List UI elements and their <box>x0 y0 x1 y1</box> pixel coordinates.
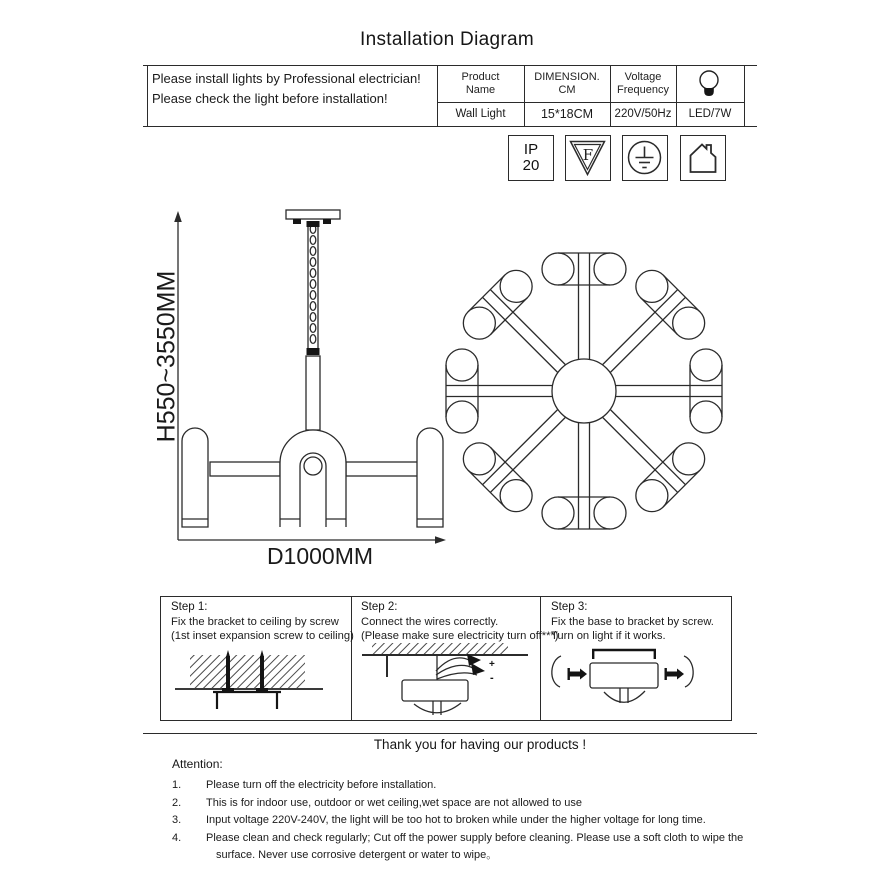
warning-line: Please install lights by Professional electrician! <box>152 71 421 86</box>
step3-line1: Fix the base to bracket by screw. <box>551 616 714 628</box>
table-border-left <box>147 65 148 127</box>
note-number: 2. <box>172 796 182 809</box>
step2-line2: (Please make sure electricity turn off***) <box>361 630 559 642</box>
col-header-dimension: DIMENSION. CM <box>534 70 600 96</box>
step1-line2: (1st inset expansion screw to ceiling) <box>171 630 354 642</box>
warning-line: Please check the light before installation! <box>152 90 388 106</box>
chandelier-top-view-drawing <box>435 242 735 542</box>
f-mark-icon <box>565 135 611 181</box>
table-border-right <box>744 65 745 127</box>
height-dimension-label: H550~3550MM <box>152 270 181 443</box>
value-dimension: 15*18CM <box>540 107 594 121</box>
step2-line1: Connect the wires correctly. <box>361 616 499 628</box>
step1-bracket-illustration <box>160 596 351 721</box>
step1-line1: Fix the bracket to ceiling by screw <box>171 616 339 628</box>
page-title: Installation Diagram <box>360 29 534 50</box>
note-number: 4. <box>172 831 182 844</box>
thanks-message: Thank you for having our products ! <box>373 737 587 752</box>
col-header-product-name: Product Name <box>461 70 500 96</box>
ip20-icon <box>508 135 554 181</box>
attention-note-1 <box>172 777 768 794</box>
attention-heading: Attention: <box>172 757 223 771</box>
step3-base-fix-illustration <box>540 596 732 721</box>
bulb-icon <box>697 70 721 100</box>
footer-divider <box>143 733 757 734</box>
indoor-use-house-icon <box>680 135 726 181</box>
f-mark-letter: F <box>582 146 594 164</box>
step2-title: Step 2: <box>361 601 398 613</box>
earth-ground-icon <box>622 135 668 181</box>
plus-terminal-label: + <box>489 659 495 670</box>
warning-text <box>152 69 432 108</box>
minus-terminal-label: - <box>490 672 494 684</box>
note-text: This is for indoor use, outdoor or wet ceiling,wet space are not allowed to use <box>206 796 583 809</box>
note-number: 3. <box>172 814 182 826</box>
note-text: Input voltage 220V-240V, the light will be too hot to broken while under the higher voltage for long time. <box>206 814 706 826</box>
step3-line2: Turn on light if it works. <box>551 630 666 642</box>
step1-title: Step 1: <box>171 601 208 613</box>
value-voltage: 220V/50Hz <box>614 108 672 120</box>
attention-note-4 <box>172 830 768 864</box>
value-led-watt: LED/7W <box>688 108 732 120</box>
ip-label: IP <box>523 141 539 158</box>
step3-title: Step 3: <box>551 601 588 613</box>
note-text: Please turn off the electricity before installation. <box>206 779 437 791</box>
col-header-voltage-frequency: Voltage Frequency <box>617 70 669 96</box>
diameter-dimension-label: D1000MM <box>266 543 374 569</box>
note-text: Please clean and check regularly; Cut off the power supply before cleaning. Please use a soft cloth to wipe the surface. Never use corrosive detergent or water to wipe。 <box>206 831 744 861</box>
attention-note-2 <box>172 795 768 812</box>
ip-rating: 20 <box>522 157 540 174</box>
attention-note-3 <box>172 812 768 829</box>
value-product-name: Wall Light <box>455 108 506 120</box>
note-number: 1. <box>172 779 182 791</box>
step2-wiring-illustration <box>351 596 540 721</box>
table-border-bottom <box>143 126 757 127</box>
